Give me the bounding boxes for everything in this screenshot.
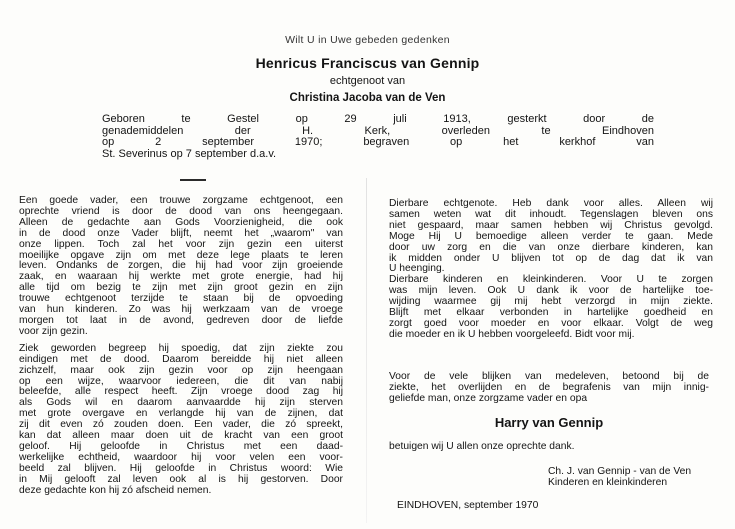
text-line: van hun kinderen. Zo was hij werkzaam van de vroege [19,304,343,316]
text-line: samen weten wat dit inhoudt. Tegenslagen bleven ons [389,208,713,220]
text-line: Ziek geworden begreep hij spoedig, dat zijn ziekte zou [19,342,343,354]
text-line: op een wijze, waarvoor iedereen, die dit van nabij [19,375,343,387]
deceased-short-name: Harry van Gennip [494,415,604,430]
text-line: Blijft met elkaar verbonden in hartelijke goedheid en [389,307,713,319]
text-line: leven. Ondanks de zorgen, die hij had voor zijn groeiende [19,260,343,272]
text-line: met grote overgave en verlangde hij van de zijnen, dat [19,408,343,420]
text-line: niet gespaard, maar samen hebben wij Christus gevolgd. [389,219,713,231]
text-line: Voor de vele blijken van medeleven, betoond bij de [389,371,709,382]
text-line: kan dat alleen maar doen uit de kracht van een groot [19,430,343,442]
left-paragraph-1 [19,196,343,338]
right-paragraph [389,199,713,341]
text-line: wijding waarmee gij mij hebt verzorgd in mijn ziekte. [389,296,713,308]
text-line: werkelijke echtheid, waardoor hij voor velen een voor- [19,451,343,463]
text-line: in de dood onze Vader blijft, neemt het „waarom" van [19,227,343,239]
biography [102,114,654,160]
text-line: Dierbare echtgenote. Heb dank voor alles. Alleen wij [389,198,713,209]
bio-line: op 2 september 1970; begraven op het kerkhof van [102,136,654,149]
signature-line-2: Kinderen en kleinkinderen [548,477,668,488]
text-line: trouwe echtgenoot terzijde te staan bij de opvoeding [19,293,343,305]
text-line: geloof. Hij geloofde in Christus met een daad- [19,440,343,452]
memorial-thanks-intro [389,372,709,405]
left-paragraph-2 [19,344,343,497]
text-line: oprechte vriend is door de dood van ons heengegaan. [19,205,343,217]
text-line: U heenging. [389,263,445,275]
text-line: in Mij gelooft zal leven ook al is hij gestorven. Door [19,473,343,485]
text-line: was mijn leven. Ook U dank ik voor de hartelijke toe- [389,285,713,297]
thanks-line: betuigen wij U allen onze oprechte dank. [389,441,575,452]
text-line: morgen tot laat in de avond, gedreven door de liefde [19,314,343,326]
text-line: ziekte, het overlijden en de begrafenis van mijn innig- [389,381,709,393]
text-line: onze lippen. Toch zal het voor zijn gezin een uiterst [19,238,343,250]
text-line: deze gedachte kon hij zó afscheid nemen. [19,484,212,496]
text-line: beeld zal blijven. Hij geloofde in Christus woord: Wie [19,462,343,474]
text-line: die moeder en ik U hebben voorgeleefd. Bidt voor mij. [389,328,635,340]
place-date: EINDHOVEN, september 1970 [397,500,539,511]
text-line: als Gods wil en daarom aanvaardde hij zijn sterven [19,397,343,409]
text-line: beleefde, alle respect heeft. Zijn vroege dood zag hij [19,386,343,398]
left-column-text [19,196,343,502]
deceased-name: Henricus Franciscus van Gennip [255,55,480,71]
right-column-text [389,199,713,347]
text-line: Een goede vader, een trouwe zorgzame echtgenoot, een [19,195,343,206]
text-line: zorgt goed voor moeder en voor elkaar. Volgt de weg [389,317,713,329]
bio-line: St. Severinus op 7 september d.a.v. [102,147,277,160]
separator-rule [180,179,206,181]
text-line: zij dit even zó zouden doen. Een vader, die zó spreekt, [19,419,343,431]
text-line: Dierbare kinderen en kleinkinderen. Voor U te zorgen [389,274,713,286]
prayer-line: Wilt U in Uwe gebeden gedenken [285,34,450,46]
text-line: door uw zorg en die van onze dierbare kinderen, kan [389,241,713,253]
text-line: zaak, en waaraan hij werkte met grote energie, had hij [19,271,343,283]
bio-line: genademiddelen der H. Kerk, overleden te Eindhoven [102,124,654,137]
text-line: voor zijn gezin. [19,325,88,337]
spouse-name: Christina Jacoba van de Ven [289,92,446,104]
text-line: Moge Hij U bemoedige alleen verder te gaan. Mede [389,230,713,242]
text-line: eindigen met de dood. Daarom bereidde hij niet alleen [19,353,343,365]
spouse-label: echtgenoot van [329,75,406,87]
fold-crease [366,178,367,523]
text-line: Alleen de gedachte aan Gods Voorzienigheid, die ook [19,216,343,228]
signature-line-1: Ch. J. van Gennip - van de Ven [548,466,692,477]
text-line: zichzelf, maar ook zijn gezin voor op zijn heengaan [19,364,343,376]
bio-line: Geboren te Gestel op 29 juli 1913, gesterkt door de [102,113,654,125]
text-line: moeilijke opgave zijn om met deze lege plaats te leren [19,249,343,261]
text-line: alle tijd om bezig te zijn met zijn groot gezin en zijn [19,282,343,294]
text-line: ik midden onder U blijven tot op de dag dat ik van [389,252,713,264]
text-line: geliefde man, onze zorgzame vader en opa [389,392,588,404]
